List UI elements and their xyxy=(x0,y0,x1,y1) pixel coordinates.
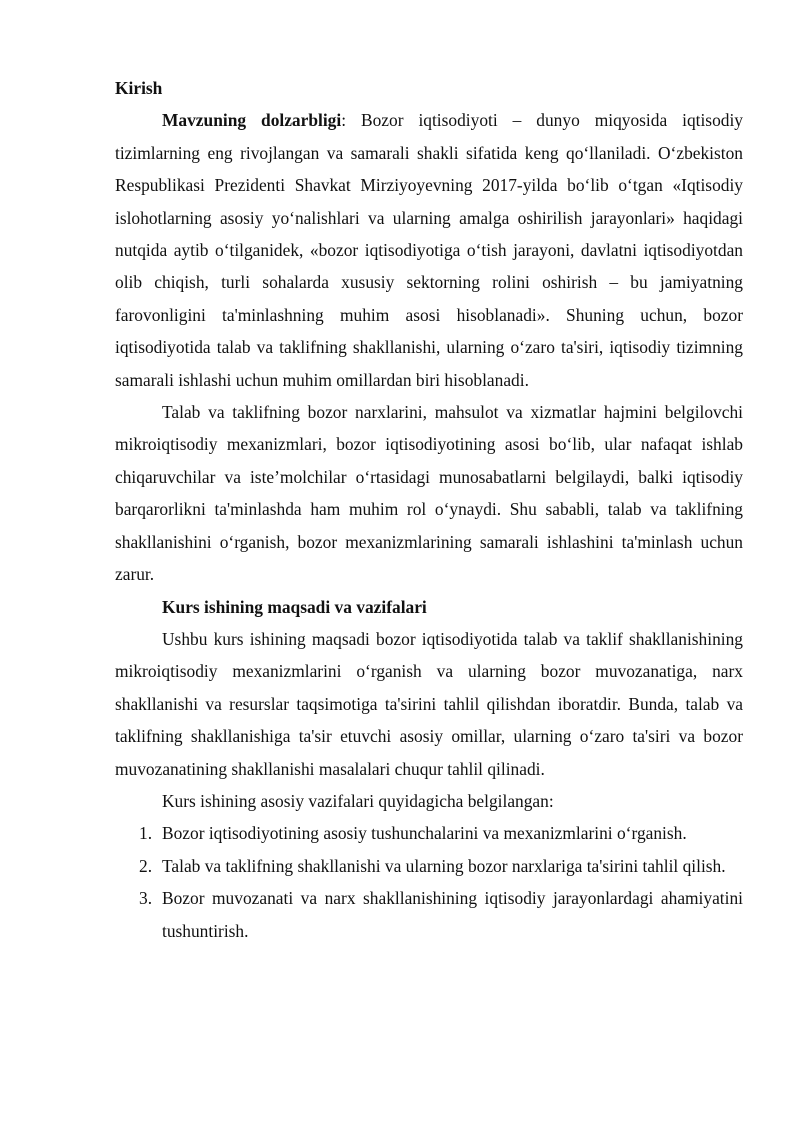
paragraph-goal: Ushbu kurs ishining maqsadi bozor iqtisodiyotida talab va taklif shakllanishining mikroiqtisodiy mexanizmlarini oʻrganish va ularning bozor muvozanatiga, narx shakllanishi va resurslar taqsimotiga ta'sirini tahlil qilishdan iboratdir. Bunda, talab va taklifning shakllanishiga ta'sir etuvchi asosiy omillar, ularning oʻzaro ta'siri va bozor muvozanatining shakllanishi masalalari chuqur tahlil qilinadi. xyxy=(115,628,743,779)
list-item xyxy=(115,850,743,882)
list-item-number: 3. xyxy=(139,888,153,909)
list-item-text: Bozor muvozanati va narx shakllanishining iqtisodiy jarayonlardagi ahamiyatini tushuntirish. xyxy=(162,888,743,941)
relevance-paragraph xyxy=(115,104,743,396)
list-item xyxy=(115,817,743,849)
list-item-number: 1. xyxy=(139,823,153,844)
section-title: Kirish xyxy=(115,78,163,98)
tasks-list xyxy=(115,817,743,947)
document-page xyxy=(115,72,743,947)
list-item-number: 2. xyxy=(139,855,153,876)
list-item-text: Bozor iqtisodiyotining asosiy tushunchalarini va mexanizmlarini oʻrganish. xyxy=(162,823,687,844)
list-item-text: Talab va taklifning shakllanishi va ularning bozor narxlariga ta'sirini tahlil qilish. xyxy=(162,855,726,876)
tasks-intro: Kurs ishining asosiy vazifalari quyidagicha belgilangan: xyxy=(162,790,554,811)
goals-heading: Kurs ishining maqsadi va vazifalari xyxy=(162,596,427,617)
relevance-text: : Bozor iqtisodiyoti – dunyo miqyosida iqtisodiy tizimlarning eng rivojlangan va samarali shakli sifatida keng qoʻllaniladi. Oʻzbekiston Respublikasi Prezidenti Shavkat Mirziyoyevning 2017-yilda boʻlib oʻtgan «Iqtisodiy islohotlarning asosiy yoʻnalishlari va ularning amalga oshirilish jarayonlari» haqidagi nutqida aytib oʻtilganidek, «bozor iqtisodiyotiga oʻtish jarayoni, davlatni iqtisodiyotdan olib chiqish, turli sohalarda xususiy sektorning rolini oshirish – bu jamiyatning farovonligini ta'minlashning muhim asosi hisoblanadi». Shuning uchun, bozor iqtisodiyotida talab va taklifning shakllanishi, ularning oʻzaro ta'siri, iqtisodiy tizimning samarali ishlashi uchun muhim omillardan biri hisoblanadi. xyxy=(115,110,743,390)
paragraph-supply-demand: Talab va taklifning bozor narxlarini, mahsulot va xizmatlar hajmini belgilovchi mikroiqtisodiy mexanizmlari, bozor iqtisodiyotining asosi boʻlib, ular nafaqat ishlab chiqaruvchilar va iste’molchilar oʻrtasidagi munosabatlarni belgilaydi, balki iqtisodiy barqarorlikni ta'minlashda ham muhim rol oʻynaydi. Shu sababli, talab va taklifning shakllanishini oʻrganish, bozor mexanizmlarining samarali ishlashini ta'minlash uchun zarur. xyxy=(115,402,743,585)
list-item xyxy=(115,882,743,947)
relevance-label: Mavzuning dolzarbligi xyxy=(162,110,342,131)
